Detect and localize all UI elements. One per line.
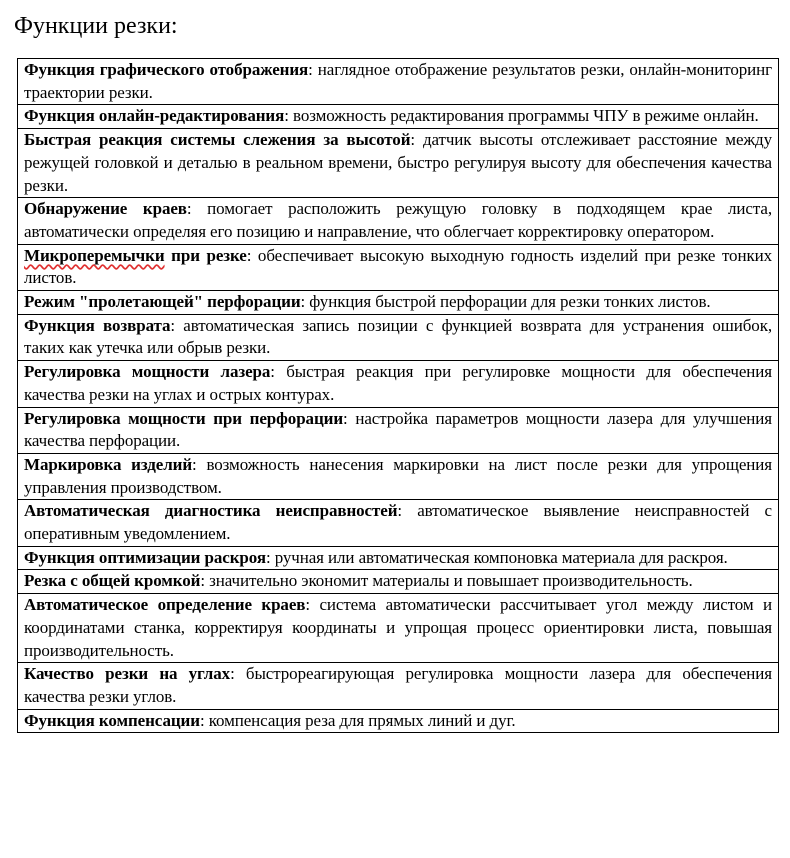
feature-term: Функция компенсации — [24, 710, 200, 730]
feature-description: : компенсация реза для прямых линий и дуг. — [199, 710, 516, 730]
table-row — [18, 663, 779, 709]
table-cell — [18, 570, 779, 594]
table-cell — [18, 291, 779, 315]
table-cell — [18, 500, 779, 546]
feature-term: Резка с общей кромкой — [24, 571, 201, 591]
feature-description: : быстрая реакция при регулировке мощности для обеспечения качества резки на углах и острых контурах. — [24, 362, 772, 404]
feature-description: : ручная или автоматическая компоновка материала для раскроя. — [265, 547, 728, 567]
feature-description: : быстрореагирующая регулировка мощности лазера для обеспечения качества резки углов. — [24, 664, 772, 706]
table-cell — [18, 105, 779, 129]
feature-term: Функция оптимизации раскроя — [24, 547, 266, 567]
feature-term-rest: при резке — [164, 245, 247, 265]
table-row — [18, 709, 779, 733]
feature-description: : возможность нанесения маркировки на лист после резки для упрощения управления производством. — [24, 454, 772, 497]
table-row — [18, 59, 779, 105]
table-row — [18, 314, 779, 360]
feature-description: : автоматическое выявление неисправностей с оперативным уведомлением. — [24, 501, 773, 544]
cutting-functions-table — [17, 58, 779, 733]
table-cell — [18, 709, 779, 733]
table-cell — [18, 361, 779, 407]
table-row — [18, 361, 779, 407]
feature-term: Маркировка изделий — [24, 454, 193, 474]
feature-term: Регулировка мощности лазера — [24, 362, 271, 382]
table-cell — [18, 314, 779, 360]
feature-term: Функция графического отображения — [24, 60, 309, 79]
feature-term: Качество резки на углах — [24, 664, 231, 684]
table-row — [18, 291, 779, 315]
table-row — [18, 453, 779, 499]
feature-term: Быстрая реакция системы слежения за высотой — [24, 130, 411, 150]
feature-description: : значительно экономит материалы и повышает производительность. — [200, 571, 693, 591]
feature-term: Автоматическая диагностика неисправностей — [24, 501, 398, 521]
table-row — [18, 407, 779, 453]
table-row — [18, 198, 779, 244]
feature-term: Регулировка мощности при перфорации — [24, 408, 344, 428]
feature-description: : помогает расположить режущую головку в подходящем крае листа, автоматически определяя его позицию и направление, что облегчает корректировку оператором. — [24, 199, 772, 241]
feature-description: : обеспечивает высокую выходную годность изделий при резке тонких листов. — [24, 245, 772, 288]
feature-term: Автоматическое определение краев — [24, 595, 306, 615]
table-cell — [18, 663, 779, 709]
table-row — [18, 105, 779, 129]
table-row — [18, 244, 779, 290]
table-row — [18, 570, 779, 594]
table-cell — [18, 198, 779, 244]
feature-description: : настройка параметров мощности лазера для улучшения качества перфорации. — [24, 408, 772, 451]
feature-description: : система автоматически рассчитывает угол между листом и координатами станка, корректируя координаты и упрощая процесс ориентировки листа, повышая производительность. — [24, 595, 773, 660]
document-heading: Функции резки: — [14, 13, 178, 39]
feature-description: : наглядное отображение результатов резки, онлайн-мониторинг траектории резки. — [24, 60, 773, 102]
table-cell — [18, 546, 779, 570]
feature-term: Функция возврата — [24, 315, 171, 335]
feature-description: : датчик высоты отслеживает расстояние между режущей головкой и деталью в реальном времени, быстро регулируя высоту для обеспечения качества резки. — [24, 130, 772, 195]
table-row — [18, 500, 779, 546]
table-cell — [18, 59, 779, 105]
feature-term-flagged: Микроперемычки — [24, 245, 165, 265]
feature-description: : автоматическая запись позиции с функцией возврата для устранения ошибок, таких как утечка или обрыв резки. — [24, 315, 773, 358]
feature-description: : функция быстрой перфорации для резки тонких листов. — [300, 292, 711, 312]
table-cell — [18, 453, 779, 499]
table-row — [18, 546, 779, 570]
table-row — [18, 129, 779, 198]
table-cell — [18, 129, 779, 198]
table-cell — [18, 244, 779, 290]
feature-term: Режим "пролетающей" перфорации — [24, 292, 301, 312]
table-row — [18, 594, 779, 663]
feature-description: : возможность редактирования программы ЧПУ в режиме онлайн. — [284, 106, 759, 126]
table-cell — [18, 594, 779, 663]
feature-term: Функция онлайн-редактирования — [24, 106, 285, 126]
table-cell — [18, 407, 779, 453]
feature-term: Обнаружение краев — [24, 199, 187, 219]
